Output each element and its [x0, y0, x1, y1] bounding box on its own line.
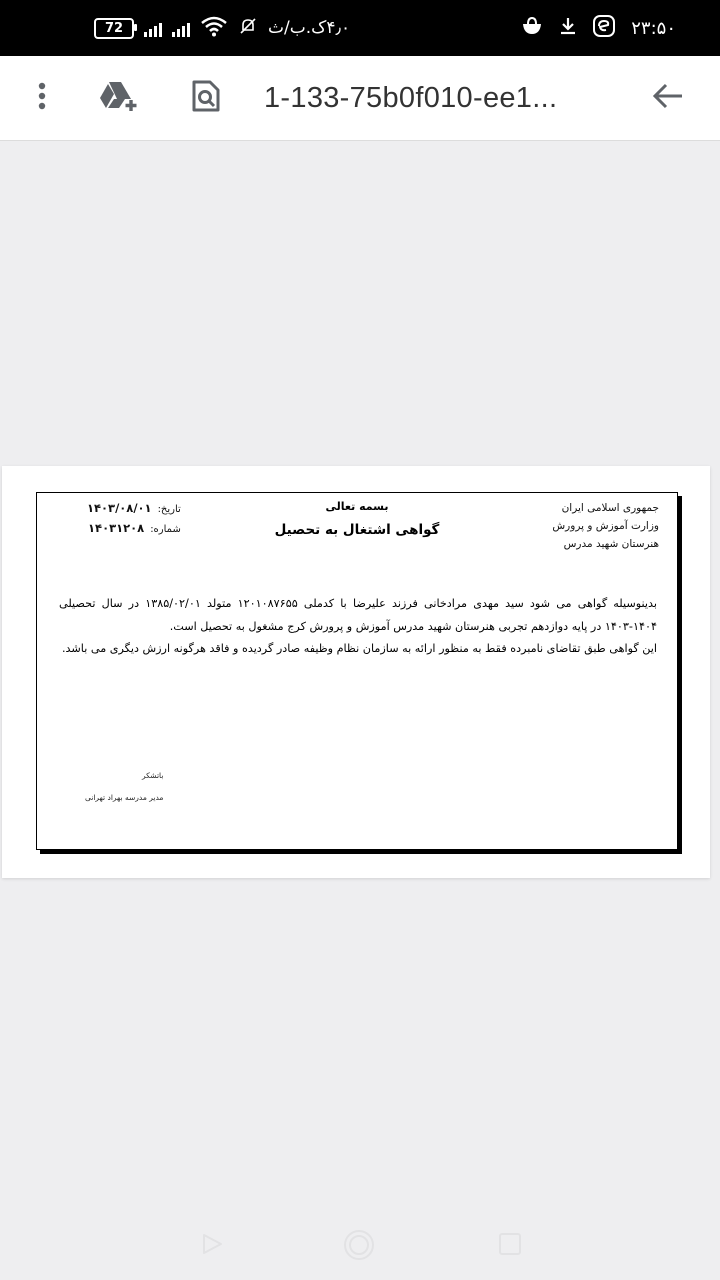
number-value: ۱۴۰۳۱۲۰۸	[88, 521, 145, 535]
mute-icon	[238, 16, 258, 41]
date-number-block	[87, 499, 181, 539]
find-in-page-icon	[190, 79, 222, 117]
certificate-frame	[36, 492, 678, 850]
org-line-ministry: وزارت آموزش و پرورش	[552, 520, 659, 532]
signal-icon	[144, 19, 162, 37]
drive-add-icon	[97, 80, 141, 116]
status-left-group	[94, 0, 350, 56]
date-value: ۱۴۰۳/۰۸/۰۱	[87, 501, 152, 515]
app-notification-icon	[593, 15, 615, 42]
signature-thanks: باتشکر	[142, 771, 164, 780]
title-block	[237, 497, 477, 541]
battery-indicator	[94, 18, 134, 39]
org-line-school: هنرستان شهید مدرس	[563, 538, 659, 550]
nav-back-button[interactable]	[200, 1232, 224, 1260]
add-to-drive-button[interactable]	[94, 56, 144, 140]
document-page[interactable]	[2, 466, 710, 878]
arrow-back-icon	[652, 82, 684, 114]
org-header	[552, 499, 659, 553]
number-label: شماره:	[150, 524, 181, 535]
signature-name: مدیر مدرسه بهراد تهرانی	[85, 793, 164, 802]
file-name-title: 1-133-75b0f010-ee1...	[264, 82, 558, 114]
body-paragraph-1: بدینوسیله گواهی می شود سید مهدی مرادخانی فرزند علیرضا با کدملی ۱۲۰۱۰۸۷۶۵۵ متولد ۱۳۸۵/۰۲/۰۱ در سال تحصیلی ۱۴۰۴-۱۴۰۳ در پایه دوازدهم تجربی هنرستان شهید مدرس آموزش و پرورش کرج مشغول به تحصیل است.	[59, 597, 658, 633]
find-in-page-button[interactable]	[186, 56, 226, 140]
circle-home-icon	[343, 1246, 375, 1265]
triangle-back-icon	[200, 1241, 224, 1260]
signal-icon	[172, 19, 190, 37]
body-paragraph-2: این گواهی طبق تقاضای نامبرده فقط به منظور ارائه به سازمان نظام وظیفه صادر گردیده و فاقد هرگونه ارزش دیگری می باشد.	[61, 642, 657, 655]
more-options-button[interactable]	[22, 56, 62, 140]
app-toolbar	[0, 56, 720, 141]
back-button[interactable]	[646, 56, 690, 140]
nav-home-button[interactable]	[343, 1229, 375, 1265]
more-vert-icon	[37, 82, 47, 114]
square-recents-icon	[498, 1241, 522, 1260]
status-right-group	[521, 0, 676, 56]
certificate-body	[59, 593, 657, 661]
wifi-icon	[200, 15, 228, 42]
bag-icon	[521, 16, 543, 41]
network-speed: ۴٫۰ک.ب/ث	[268, 18, 351, 38]
download-icon	[559, 16, 577, 41]
org-line-country: جمهوری اسلامی ایران	[561, 502, 659, 514]
document-title: گواهی اشتغال به تحصیل	[274, 522, 440, 538]
battery-level: 72	[104, 20, 124, 36]
system-nav-bar	[0, 1210, 720, 1280]
date-label: تاریخ:	[157, 504, 181, 515]
bismillah: بسمه تعالی	[325, 500, 389, 513]
nav-recents-button[interactable]	[498, 1232, 522, 1260]
signature-block	[85, 765, 163, 809]
clock: ۲۳:۵۰	[631, 17, 676, 39]
status-bar	[0, 0, 720, 56]
